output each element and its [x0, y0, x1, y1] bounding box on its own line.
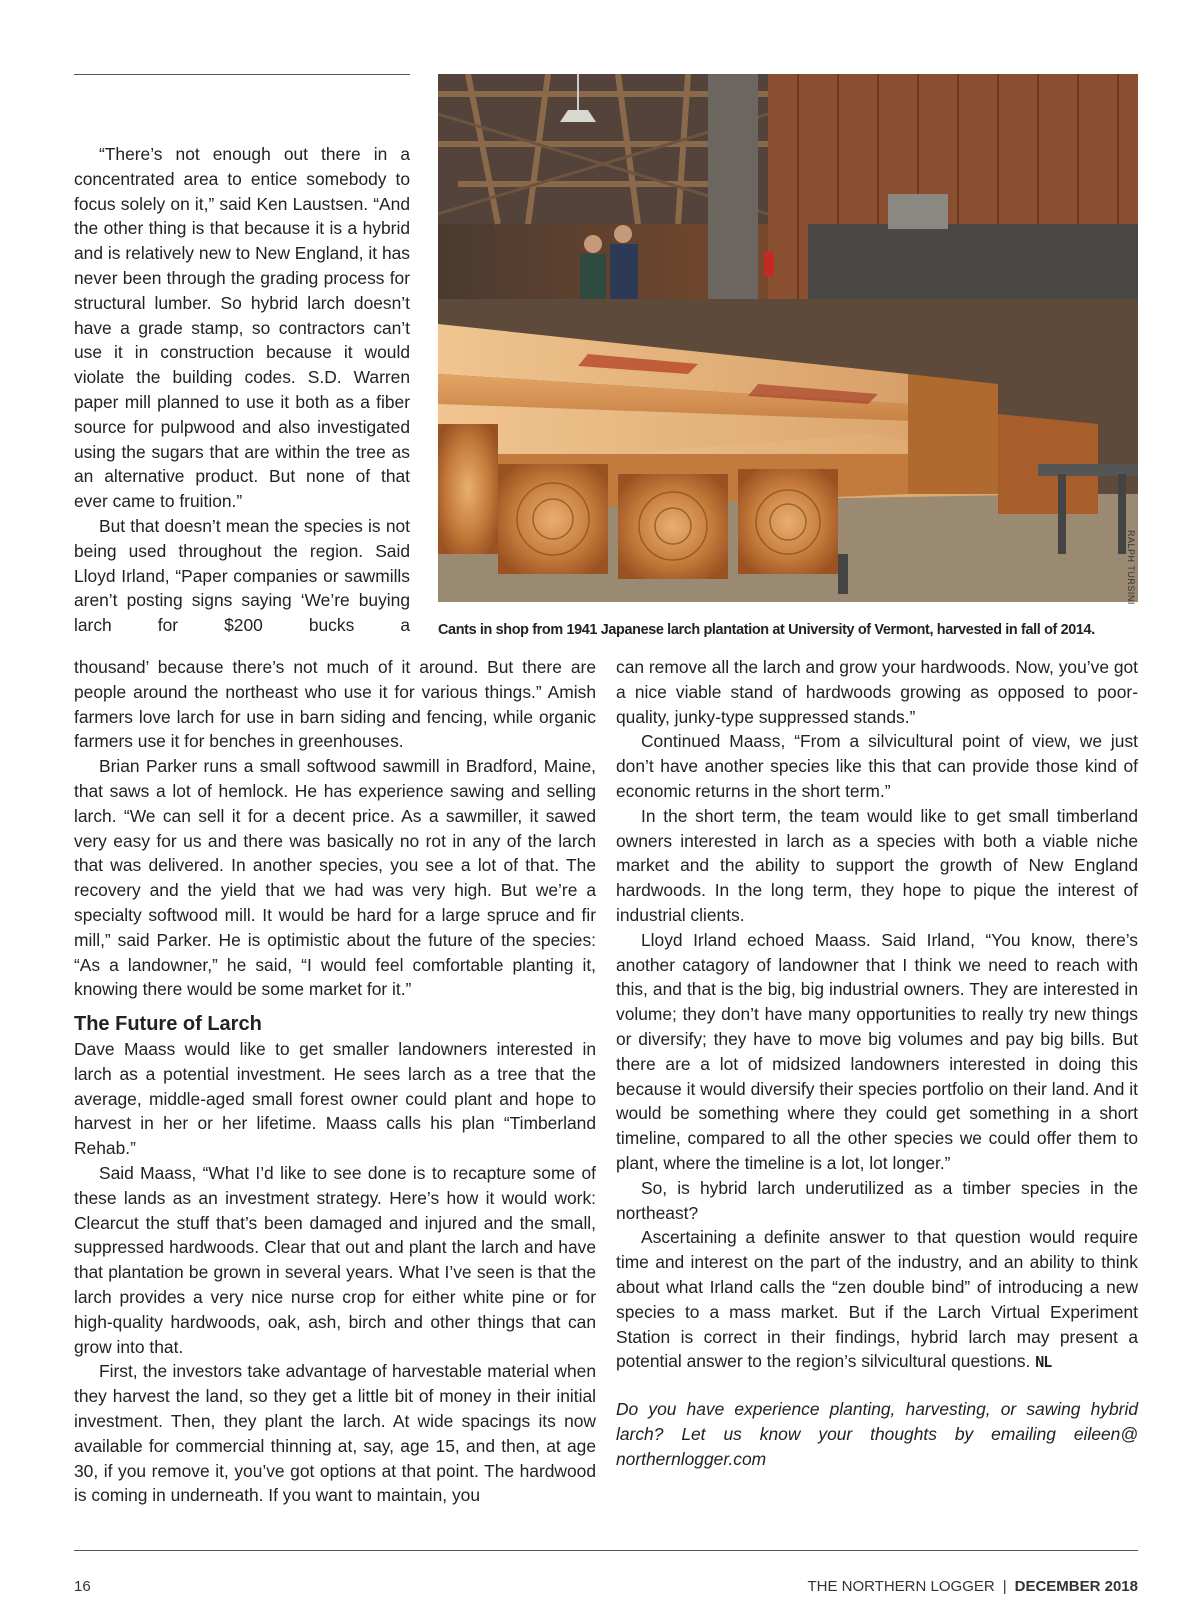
sawmill-photo — [438, 74, 1138, 602]
paragraph-question: So, is hybrid larch underutilized as a timber species in the northeast? — [616, 1177, 1138, 1223]
paragraph-conclusion-text: Ascertaining a definite answer to that question would require time and interest on the part of the industry, and an ability to think about what Irland calls the “zen double bind” of introducing a new species to a mass market. But if the Larch Virtual Experiment Station is correct in their findings, hybrid larch may present a potential answer to the region’s silvicultural questions. — [616, 1227, 1138, 1372]
reader-prompt: Do you have experience planting, harvesting, or sawing hybrid larch? Let us know your thoughts by emailing eileen@ northernlogger.com — [616, 1399, 1138, 1469]
bottom-rule — [74, 1550, 1138, 1551]
sawmill-photo-illustration — [438, 74, 1138, 602]
footer-publication — [807, 1578, 1138, 1595]
paragraph-short-term: In the short term, the team would like to get small timberland owners interested in larch as a species with both a viable niche market and the ability to support the growth of New England hardwoods. In the long term, they hope to pique the interest of industrial clients. — [616, 805, 1138, 925]
paragraph-brian-parker: Brian Parker runs a small softwood sawmill in Bradford, Maine, that saws a lot of hemlock. He has experience sawing and selling larch. “We can sell it for a decent price. As a sawmiller, it sawed very easy for us and there was basically no rot in any of the larch that was delivered. In another species, you see a lot of that. The recovery and the yield that we had was very high. But we’re a specialty softwood mill. It would be hard for a large spruce and fir mill,” said Parker. He is optimistic about the future of the species: “As a landowner,” he said, “I would feel comfortable planting it, knowing there would be some market for it.” — [74, 756, 596, 1000]
photo-caption: Cants in shop from 1941 Japanese larch plantation at University of Vermont, harvested in fall of 2014. — [438, 622, 1095, 638]
paragraph-irland-echoed: Lloyd Irland echoed Maass. Said Irland, “You know, there’s another catagory of landowner that I think we need to reach with this, and that is the big, big industrial owners. They are interested in volume; they don’t have many opportunities to really try new things or diversify; they have to move big volumes and pay big bills. But there are a lot of midsized landowners interested in doing this because it would diversify their species portfolio on their land. And it would be something where they could get something in a short timeline, compared to all the other species we could offer them to plant, where the timeline is a lot, lot longer.” — [616, 929, 1138, 1173]
paragraph-dave-maass: Dave Maass would like to get smaller landowners interested in larch as a potential investment. He sees larch as a tree that the average, middle-aged small forest owner could plant and hope to harvest in her or her lifetime. Maass calls his plan “Timberland Rehab.” — [74, 1038, 596, 1159]
spacer — [616, 1375, 1138, 1397]
footer-separator: | — [1002, 1578, 1007, 1595]
column-2 — [74, 655, 596, 1508]
column-1 — [74, 142, 410, 638]
photo-credit: RALPH TURSINI — [1126, 530, 1136, 605]
paragraph-investors: First, the investors take advantage of harvestable material when they harvest the land, so they get a little bit of money in their initial investment. Then, they plant the larch. At wide spacings its now available for commercial thinning at, say, age 15, and then, at age 30, if you remove it, you’ve got options at that point. The hardwood is coming in underneath. If you want to maintain, you — [74, 1361, 596, 1506]
top-rule — [74, 74, 410, 75]
paragraph-laustsen-quote: “There’s not enough out there in a concentrated area to entice somebody to focus solely on it,” said Ken Laustsen. “And the other thing is that because it is a hybrid and is relatively new to New England, it has never been through the grading process for structural lumber. So hybrid larch doesn’t have a grade stamp, so contractors can’t use it in construction because it would violate the building codes. S.D. Warren paper mill planned to use it both as a fiber source for pulpwood and also investigated using the sugars that are within the tree as an alternative product. But none of that ever came to fruition.” — [74, 144, 410, 512]
page-number: 16 — [74, 1578, 91, 1595]
paragraph-conclusion — [616, 1225, 1138, 1375]
paragraph-continued-maass: Continued Maass, “From a silvicultural point of view, we just don’t have another species like this that can provide those kind of economic returns in the short term.” — [616, 731, 1138, 801]
nl-end-mark: NL — [1035, 1353, 1052, 1372]
publication-name: THE NORTHERN LOGGER — [807, 1578, 995, 1595]
paragraph-maass-strategy: Said Maass, “What I’d like to see done is to recapture some of these lands as an investment strategy. Here’s how it would work: Clearcut the stuff that’s been damaged and injured and the small, suppressed hardwoods. Clear that out and plant the larch and have that plantation be grown in several years. What I’ve seen is that the larch provides a very nice nurse crop for either white pine or for high-quality hardwoods, oak, ash, birch and other things that can grow into that. — [74, 1162, 596, 1357]
issue-date: DECEMBER 2018 — [1014, 1578, 1138, 1595]
column-3 — [616, 655, 1138, 1472]
paragraph-irland-intro: But that doesn’t mean the species is not being used throughout the region. Said Lloyd Irland, “Paper companies or sawmills aren’t posting signs saying ‘We’re buying larch for $200 bucks a — [74, 515, 410, 636]
section-heading-future-of-larch: The Future of Larch — [74, 1013, 262, 1036]
paragraph-maass-continued: can remove all the larch and grow your hardwoods. Now, you’ve got a nice viable stand of hardwoods growing as opposed to poor-quality, junky-type suppressed stands.” — [616, 657, 1138, 727]
paragraph-irland-continued: thousand’ because there’s not much of it around. But there are people around the northeast who use it for various things.” Amish farmers love larch for use in barn siding and fencing, while organic farmers use it for benches in greenhouses. — [74, 657, 596, 752]
